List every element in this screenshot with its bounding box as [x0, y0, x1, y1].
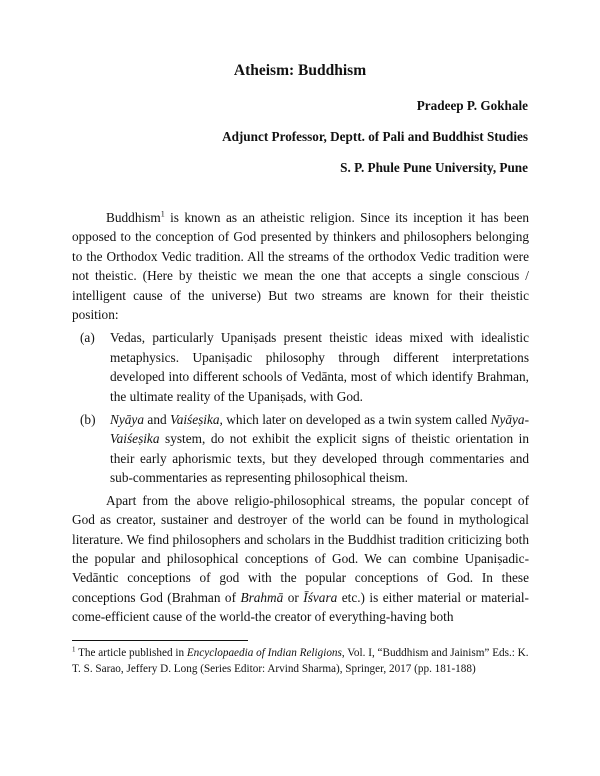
- para2-end: etc.) is either material or material-come-efficient cause of the world-the creator of everything-having both: [72, 589, 529, 625]
- term-brahma: Brahmā: [240, 589, 284, 605]
- paragraph-intro: [72, 208, 529, 324]
- author-name: Pradeep P. Gokhale: [416, 98, 528, 113]
- footnote-ref[interactable]: 1: [160, 209, 165, 219]
- term-isvara: Īśvara: [303, 589, 338, 605]
- footnote-journal: Encyclopaedia of Indian Religions: [186, 647, 342, 659]
- author-position: Adjunct Professor, Deptt. of Pali and Buddhist Studies: [222, 129, 528, 144]
- article-title: Atheism: Buddhism: [233, 62, 367, 79]
- paragraph-second: [72, 491, 529, 627]
- author-affiliation: S. P. Phule Pune University, Pune: [340, 160, 528, 175]
- footnote: [72, 645, 532, 678]
- term-nyaya-vaisesika: Nyāya-Vaiśeṣika: [110, 412, 529, 447]
- intro-text: is known as an atheistic religion. Since its inception it has been opposed to the conception of God presented by thinkers and philosophers belonging to the Orthodox Vedic tradition. All the streams of the orthodox Vedic tradition were not theistic. (Here by theistic we mean the one that accepts a single conscious / intelligent cause of the universe) But two streams are known for their theistic position:: [72, 210, 529, 323]
- para2-start: Apart from the above religio-philosophical streams, the popular concept of God as creator, sustainer and destroyer of the world can be found in mythological literature. We find philosophers and scholars in the Buddhist tradition criticizing both the popular and philosophical conceptions of God. We can combine Upaniṣadic-Vedāntic conceptions of god with the popular conceptions of God. In these conceptions God (Brahman of: [72, 492, 529, 605]
- article-body: [72, 208, 529, 627]
- text-or: or: [283, 589, 304, 605]
- list-item-a: [80, 328, 529, 406]
- footnote-end: , Vol. I, “Buddhism and Jainism” Eds.: K. T. S. Sarao, Jeffery D. Long (Series Editor: Arvind Sharma), Springer, 2017 (pp. 181-188): [72, 647, 529, 676]
- list-item-b: [80, 410, 529, 488]
- list-marker-a: (a): [80, 330, 95, 346]
- footnote-number: 1: [72, 645, 76, 654]
- footnote-start: The article published in: [75, 647, 187, 659]
- text-and: and: [143, 412, 171, 428]
- term-vaisesika: Vaiśeṣika,: [170, 412, 223, 428]
- list-marker-b: (b): [80, 412, 96, 428]
- text-mid: which later on developed as a twin system called: [222, 412, 491, 428]
- list-text-a: Vedas, particularly Upaniṣads present theistic ideas mixed with idealistic metaphysics. Upaniṣadic philosophy through different interpretations developed into different schools of Vedānta, most of which identify Brahman, the ultimate reality of the Upaniṣads, with God.: [110, 330, 529, 404]
- footnote-divider: [72, 640, 248, 641]
- term-nyaya: Nyāya: [110, 412, 144, 428]
- list-text-b: system, do not exhibit the explicit signs of theistic orientation in their early aphorismic texts, but they developed through commentaries and sub-commentaries as representing philosophical theism.: [110, 431, 529, 486]
- intro-lead: Buddhism: [106, 210, 161, 225]
